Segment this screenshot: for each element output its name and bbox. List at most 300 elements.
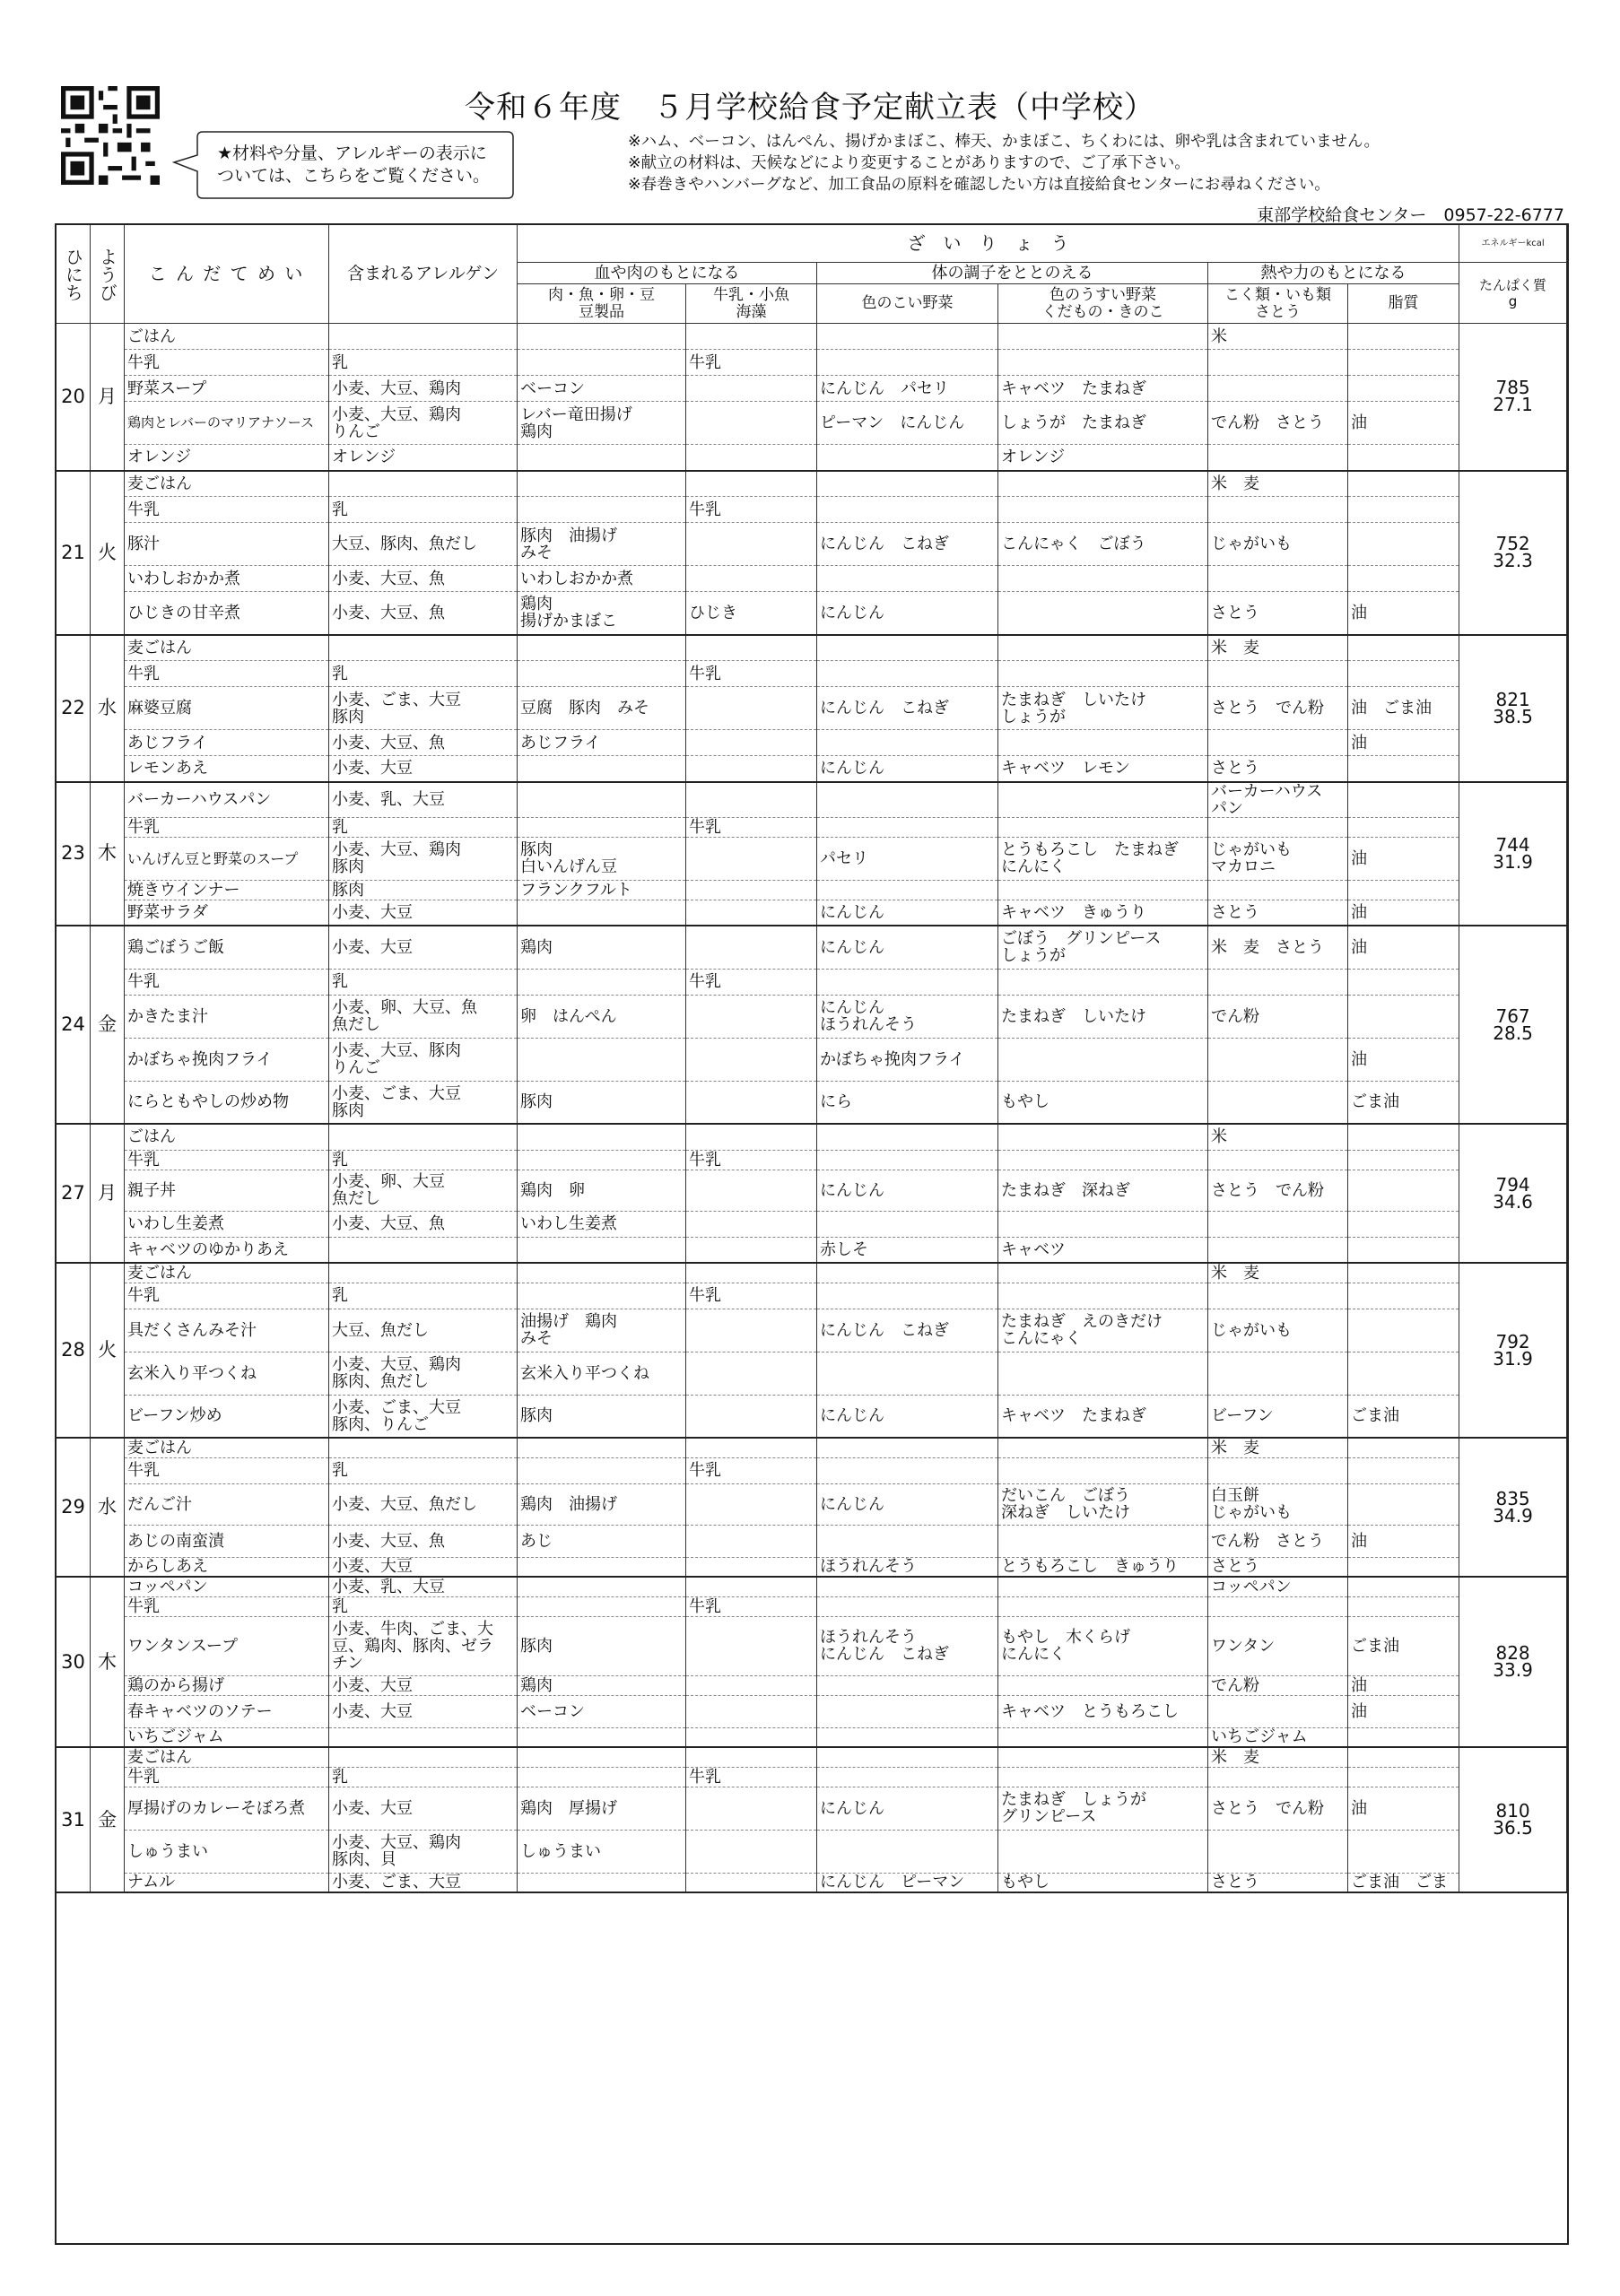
allergen: 小麦、大豆、鶏肉 豚肉、貝 — [329, 1830, 518, 1873]
energy-kcal: 744 — [1495, 833, 1530, 856]
protein-g: 31.9 — [1493, 850, 1533, 873]
fat — [1348, 756, 1459, 782]
light-veg — [998, 661, 1208, 687]
fat — [1348, 1483, 1459, 1525]
menu-name: 具だくさんみそ汁 — [125, 1309, 329, 1352]
weekday: 金 — [91, 926, 125, 1124]
milk — [686, 837, 817, 880]
allergen: 乳 — [329, 1457, 518, 1483]
fat — [1348, 1577, 1459, 1596]
energy-kcal: 785 — [1495, 377, 1530, 399]
allergen: 小麦、大豆、魚 — [329, 592, 518, 635]
fat — [1348, 1727, 1459, 1747]
weekday: 水 — [91, 1438, 125, 1577]
menu-name: ビーフン炒め — [125, 1395, 329, 1438]
milk: 牛乳 — [686, 1596, 817, 1616]
fat: 油 — [1348, 730, 1459, 756]
menu-name: 牛乳 — [125, 661, 329, 687]
milk: 牛乳 — [686, 497, 817, 523]
table-row — [57, 1263, 1567, 1283]
table-row — [57, 880, 1567, 900]
grain — [1208, 1081, 1348, 1124]
dark-veg — [817, 1457, 998, 1483]
menu-name: 親子丼 — [125, 1170, 329, 1211]
allergen: 小麦、大豆 — [329, 1557, 518, 1577]
meat: 鶏肉 揚げかまぼこ — [518, 592, 686, 635]
meat — [518, 756, 686, 782]
dark-veg — [817, 1577, 998, 1596]
menu-name: ひじきの甘辛煮 — [125, 592, 329, 635]
protein-g: 36.5 — [1493, 1817, 1533, 1839]
meat: 鶏肉 — [518, 926, 686, 969]
grain — [1208, 1352, 1348, 1395]
dark-veg — [817, 782, 998, 818]
menu-name: キャベツのゆかりあえ — [125, 1237, 329, 1263]
table-row — [57, 1309, 1567, 1352]
dark-veg — [817, 1695, 998, 1727]
grain: 米 麦 — [1208, 1747, 1348, 1767]
milk — [686, 1395, 817, 1438]
meat: 豚肉 — [518, 1616, 686, 1675]
fat — [1348, 969, 1459, 995]
grain — [1208, 445, 1348, 471]
meat — [518, 1457, 686, 1483]
light-veg — [998, 1263, 1208, 1283]
grain: 米 — [1208, 1124, 1348, 1150]
meat — [518, 445, 686, 471]
allergen: 小麦、大豆 — [329, 1787, 518, 1830]
weekday: 月 — [91, 324, 125, 471]
light-veg: たまねぎ 深ねぎ — [998, 1170, 1208, 1211]
meat — [518, 817, 686, 837]
dark-veg — [817, 1747, 998, 1767]
table-row — [57, 1787, 1567, 1830]
milk — [686, 566, 817, 592]
light-veg — [998, 471, 1208, 497]
allergen — [329, 471, 518, 497]
fat — [1348, 1124, 1459, 1150]
light-veg — [998, 1727, 1208, 1747]
day-number: 20 — [57, 324, 91, 471]
dark-veg — [817, 1830, 998, 1873]
milk — [686, 1309, 817, 1352]
menu-name: 鶏ごぼうご飯 — [125, 926, 329, 969]
menu-name: かきたま汁 — [125, 995, 329, 1038]
weekday: 月 — [91, 1124, 125, 1263]
menu-table — [56, 224, 1567, 1893]
energy-kcal: 792 — [1495, 1330, 1530, 1352]
dark-veg: にんじん — [817, 592, 998, 635]
fat — [1348, 995, 1459, 1038]
grain: でん粉 — [1208, 1675, 1348, 1695]
qr-callout — [170, 130, 518, 200]
meat: しゅうまい — [518, 1830, 686, 1873]
col-grain: こく類・いも類 さとう — [1208, 284, 1348, 324]
table-row — [57, 1747, 1567, 1767]
light-veg — [998, 350, 1208, 376]
light-veg — [998, 324, 1208, 350]
col-fat: 脂質 — [1348, 284, 1459, 324]
table-row — [57, 1695, 1567, 1727]
allergen: 小麦、大豆 — [329, 1675, 518, 1695]
grain: さとう — [1208, 1557, 1348, 1577]
milk — [686, 1263, 817, 1283]
nutrition — [1459, 782, 1567, 926]
menu-name: いわし生姜煮 — [125, 1211, 329, 1237]
fat — [1348, 782, 1459, 818]
allergen — [329, 1727, 518, 1747]
dark-veg — [817, 817, 998, 837]
light-veg — [998, 1352, 1208, 1395]
meat: ベーコン — [518, 376, 686, 402]
protein-g: 32.3 — [1493, 550, 1533, 571]
grain: じゃがいも マカロニ — [1208, 837, 1348, 880]
table-row — [57, 1081, 1567, 1124]
light-veg: キャベツ — [998, 1237, 1208, 1263]
allergen: 小麦、乳、大豆 — [329, 1577, 518, 1596]
milk: 牛乳 — [686, 1150, 817, 1170]
fat — [1348, 350, 1459, 376]
energy-kcal: 794 — [1495, 1173, 1530, 1196]
day-number: 28 — [57, 1263, 91, 1438]
fat — [1348, 661, 1459, 687]
milk: 牛乳 — [686, 1457, 817, 1483]
light-veg — [998, 730, 1208, 756]
fat — [1348, 523, 1459, 566]
menu-name: ナムル — [125, 1873, 329, 1892]
fat — [1348, 1830, 1459, 1873]
protein-g: 34.9 — [1493, 1504, 1533, 1526]
menu-name: 麦ごはん — [125, 635, 329, 661]
grain: さとう — [1208, 592, 1348, 635]
light-veg — [998, 1283, 1208, 1309]
light-veg — [998, 1124, 1208, 1150]
dark-veg — [817, 1525, 998, 1557]
light-veg — [998, 1211, 1208, 1237]
nutrition — [1459, 1577, 1567, 1747]
allergen: 乳 — [329, 661, 518, 687]
table-row — [57, 687, 1567, 730]
menu-name: 鶏のから揚げ — [125, 1675, 329, 1695]
menu-name: 牛乳 — [125, 969, 329, 995]
allergen — [329, 1263, 518, 1283]
menu-name: ごはん — [125, 324, 329, 350]
meat: 鶏肉 油揚げ — [518, 1483, 686, 1525]
dark-veg — [817, 1150, 998, 1170]
grain: 白玉餅 じゃがいも — [1208, 1483, 1348, 1525]
table-row — [57, 926, 1567, 969]
energy-kcal: 828 — [1495, 1642, 1530, 1664]
allergen: 小麦、大豆、鶏肉 豚肉 — [329, 837, 518, 880]
dark-veg: ほうれんそう — [817, 1557, 998, 1577]
dark-veg — [817, 566, 998, 592]
allergen: 乳 — [329, 497, 518, 523]
col-yellow: 熱や力のもとになる — [1208, 263, 1459, 284]
light-veg — [998, 1675, 1208, 1695]
table-row — [57, 969, 1567, 995]
milk — [686, 376, 817, 402]
weekday: 火 — [91, 471, 125, 635]
allergen: 小麦、卵、大豆、魚 魚だし — [329, 995, 518, 1038]
allergen: 乳 — [329, 1596, 518, 1616]
weekday: 木 — [91, 1577, 125, 1747]
dark-veg: にんじん ほうれんそう — [817, 995, 998, 1038]
fat — [1348, 1150, 1459, 1170]
meat — [518, 661, 686, 687]
energy-kcal: 821 — [1495, 688, 1530, 710]
light-veg — [998, 566, 1208, 592]
meat: 鶏肉 厚揚げ — [518, 1787, 686, 1830]
allergen: 小麦、大豆、魚 — [329, 1211, 518, 1237]
light-veg: キャベツ きゅうり — [998, 900, 1208, 926]
fat — [1348, 1211, 1459, 1237]
allergen: 小麦、大豆、魚 — [329, 1525, 518, 1557]
day-number: 23 — [57, 782, 91, 926]
grain: さとう — [1208, 1873, 1348, 1892]
menu-name: オレンジ — [125, 445, 329, 471]
menu-name: ごはん — [125, 1124, 329, 1150]
light-veg: オレンジ — [998, 445, 1208, 471]
light-veg — [998, 1747, 1208, 1767]
menu-name: 牛乳 — [125, 1283, 329, 1309]
fat — [1348, 1352, 1459, 1395]
table-row — [57, 817, 1567, 837]
meat: いわし生姜煮 — [518, 1211, 686, 1237]
milk: 牛乳 — [686, 1767, 817, 1787]
grain: じゃがいも — [1208, 1309, 1348, 1352]
page-title: 令和６年度 ５月学校給食予定献立表（中学校） — [465, 90, 1155, 126]
nutrition — [1459, 1747, 1567, 1892]
grain — [1208, 880, 1348, 900]
milk — [686, 1352, 817, 1395]
fat: 油 — [1348, 402, 1459, 445]
notes — [628, 131, 1380, 196]
fat — [1348, 324, 1459, 350]
meat — [518, 1767, 686, 1787]
allergen: 小麦、大豆、鶏肉 豚肉、魚だし — [329, 1352, 518, 1395]
weekday: 木 — [91, 782, 125, 926]
note-2: ※献立の材料は、天候などにより変更することがありますので、ご了承下さい。 — [628, 154, 1190, 172]
menu-name: かぼちゃ挽肉フライ — [125, 1038, 329, 1081]
milk — [686, 1525, 817, 1557]
milk — [686, 1170, 817, 1211]
table-row — [57, 445, 1567, 471]
milk — [686, 1727, 817, 1747]
fat — [1348, 1170, 1459, 1211]
meat — [518, 1124, 686, 1150]
allergen: オレンジ — [329, 445, 518, 471]
menu-name: しゅうまい — [125, 1830, 329, 1873]
grain — [1208, 497, 1348, 523]
light-veg — [998, 1577, 1208, 1596]
menu-name: レモンあえ — [125, 756, 329, 782]
grain — [1208, 969, 1348, 995]
allergen: 大豆、豚肉、魚だし — [329, 523, 518, 566]
dark-veg: ピーマン にんじん — [817, 402, 998, 445]
menu-name: 焼きウインナー — [125, 880, 329, 900]
grain — [1208, 350, 1348, 376]
meat: ベーコン — [518, 1695, 686, 1727]
grain — [1208, 1237, 1348, 1263]
fat — [1348, 1309, 1459, 1352]
protein-g: 27.1 — [1493, 394, 1533, 416]
col-protein: たんぱく質 g — [1459, 263, 1567, 324]
meat: 鶏肉 — [518, 1675, 686, 1695]
milk — [686, 523, 817, 566]
menu-name: 麦ごはん — [125, 1747, 329, 1767]
dark-veg: にんじん — [817, 1787, 998, 1830]
milk — [686, 1483, 817, 1525]
meat: 油揚げ 鶏肉 みそ — [518, 1309, 686, 1352]
menu-name: 麦ごはん — [125, 1438, 329, 1457]
col-milk: 牛乳・小魚 海藻 — [686, 284, 817, 324]
light-veg — [998, 1150, 1208, 1170]
milk — [686, 1616, 817, 1675]
protein-g: 33.9 — [1493, 1659, 1533, 1681]
menu-name: あじフライ — [125, 730, 329, 756]
milk — [686, 1081, 817, 1124]
fat: 油 — [1348, 900, 1459, 926]
nutrition — [1459, 1124, 1567, 1263]
col-meat: 肉・魚・卵・豆 豆製品 — [518, 284, 686, 324]
grain: じゃがいも — [1208, 523, 1348, 566]
day-number: 21 — [57, 471, 91, 635]
grain: 米 — [1208, 324, 1348, 350]
allergen: 小麦、大豆 — [329, 900, 518, 926]
dark-veg: にんじん — [817, 926, 998, 969]
grain — [1208, 817, 1348, 837]
dark-veg: にんじん こねぎ — [817, 1309, 998, 1352]
meat — [518, 900, 686, 926]
note-3: ※春巻きやハンバーグなど、加工食品の原料を確認したい方は直接給食センターにお尋ねください。 — [628, 176, 1330, 194]
light-veg: もやし — [998, 1081, 1208, 1124]
table-row — [57, 376, 1567, 402]
milk: 牛乳 — [686, 350, 817, 376]
milk: 牛乳 — [686, 969, 817, 995]
allergen: 小麦、ごま、大豆 豚肉 — [329, 1081, 518, 1124]
meat — [518, 1283, 686, 1309]
milk — [686, 1830, 817, 1873]
protein-g: 31.9 — [1493, 1347, 1533, 1370]
fat — [1348, 817, 1459, 837]
dark-veg: にんじん こねぎ — [817, 687, 998, 730]
meat: 豚肉 — [518, 1395, 686, 1438]
fat: ごま油 — [1348, 1395, 1459, 1438]
allergen: 小麦、大豆、鶏肉 りんご — [329, 402, 518, 445]
grain — [1208, 1038, 1348, 1081]
meat — [518, 1727, 686, 1747]
allergen: 小麦、大豆、豚肉 りんご — [329, 1038, 518, 1081]
milk — [686, 782, 817, 818]
milk — [686, 402, 817, 445]
dark-veg — [817, 1124, 998, 1150]
grain — [1208, 1767, 1348, 1787]
menu-name: コッペパン — [125, 1577, 329, 1596]
fat — [1348, 1457, 1459, 1483]
day-number: 22 — [57, 635, 91, 782]
light-veg: キャベツ とうもろこし — [998, 1695, 1208, 1727]
menu-name: 牛乳 — [125, 817, 329, 837]
nutrition — [1459, 635, 1567, 782]
grain — [1208, 1830, 1348, 1873]
fat: 油 — [1348, 1695, 1459, 1727]
meat: 豚肉 白いんげん豆 — [518, 837, 686, 880]
table-row — [57, 1038, 1567, 1081]
light-veg — [998, 1438, 1208, 1457]
dark-veg — [817, 969, 998, 995]
fat: 油 — [1348, 1675, 1459, 1695]
meat — [518, 969, 686, 995]
light-veg: だいこん ごぼう 深ねぎ しいたけ — [998, 1483, 1208, 1525]
light-veg: とうもろこし たまねぎ にんにく — [998, 837, 1208, 880]
table-row — [57, 1767, 1567, 1787]
fat: 油 — [1348, 837, 1459, 880]
dark-veg: にんじん ピーマン — [817, 1873, 998, 1892]
milk: 牛乳 — [686, 661, 817, 687]
meat — [518, 1438, 686, 1457]
fat — [1348, 1747, 1459, 1767]
table-row — [57, 1596, 1567, 1616]
callout-text: ★材料や分量、アレルギーの表示に ついては、こちらをご覧ください。 — [217, 144, 491, 186]
milk — [686, 756, 817, 782]
light-veg — [998, 1596, 1208, 1616]
allergen: 小麦、乳、大豆 — [329, 782, 518, 818]
milk — [686, 1124, 817, 1150]
milk — [686, 1787, 817, 1830]
grain: でん粉 さとう — [1208, 1525, 1348, 1557]
allergen: 小麦、大豆 — [329, 756, 518, 782]
menu-name: 牛乳 — [125, 1767, 329, 1787]
milk — [686, 926, 817, 969]
light-veg — [998, 497, 1208, 523]
menu-name: バーカーハウスパン — [125, 782, 329, 818]
light-veg: キャベツ たまねぎ — [998, 1395, 1208, 1438]
dark-veg — [817, 1675, 998, 1695]
fat — [1348, 1557, 1459, 1577]
table-row — [57, 1150, 1567, 1170]
grain: 米 麦 さとう — [1208, 926, 1348, 969]
table-row — [57, 1124, 1567, 1150]
dark-veg — [817, 880, 998, 900]
light-veg — [998, 635, 1208, 661]
fat — [1348, 376, 1459, 402]
dark-veg: にんじん — [817, 756, 998, 782]
table-row — [57, 1557, 1567, 1577]
table-row — [57, 1727, 1567, 1747]
milk — [686, 1873, 817, 1892]
col-red: 血や肉のもとになる — [518, 263, 817, 284]
allergen: 小麦、大豆 — [329, 926, 518, 969]
table-row — [57, 1675, 1567, 1695]
energy-kcal: 835 — [1495, 1487, 1530, 1509]
contact — [1257, 202, 1564, 226]
grain: ビーフン — [1208, 1395, 1348, 1438]
fat: ごま油 — [1348, 1616, 1459, 1675]
dark-veg — [817, 730, 998, 756]
table-row — [57, 523, 1567, 566]
allergen — [329, 1438, 518, 1457]
grain: でん粉 さとう — [1208, 402, 1348, 445]
allergen: 小麦、ごま、大豆 豚肉 — [329, 687, 518, 730]
meat — [518, 1557, 686, 1577]
col-lightveg: 色のうすい野菜 くだもの・きのこ — [998, 284, 1208, 324]
milk — [686, 1438, 817, 1457]
light-veg — [998, 1038, 1208, 1081]
menu-name: 鶏肉とレバーのマリアナソース — [125, 402, 329, 445]
light-veg — [998, 592, 1208, 635]
grain: 米 麦 — [1208, 471, 1348, 497]
protein-g: 28.5 — [1493, 1022, 1533, 1044]
